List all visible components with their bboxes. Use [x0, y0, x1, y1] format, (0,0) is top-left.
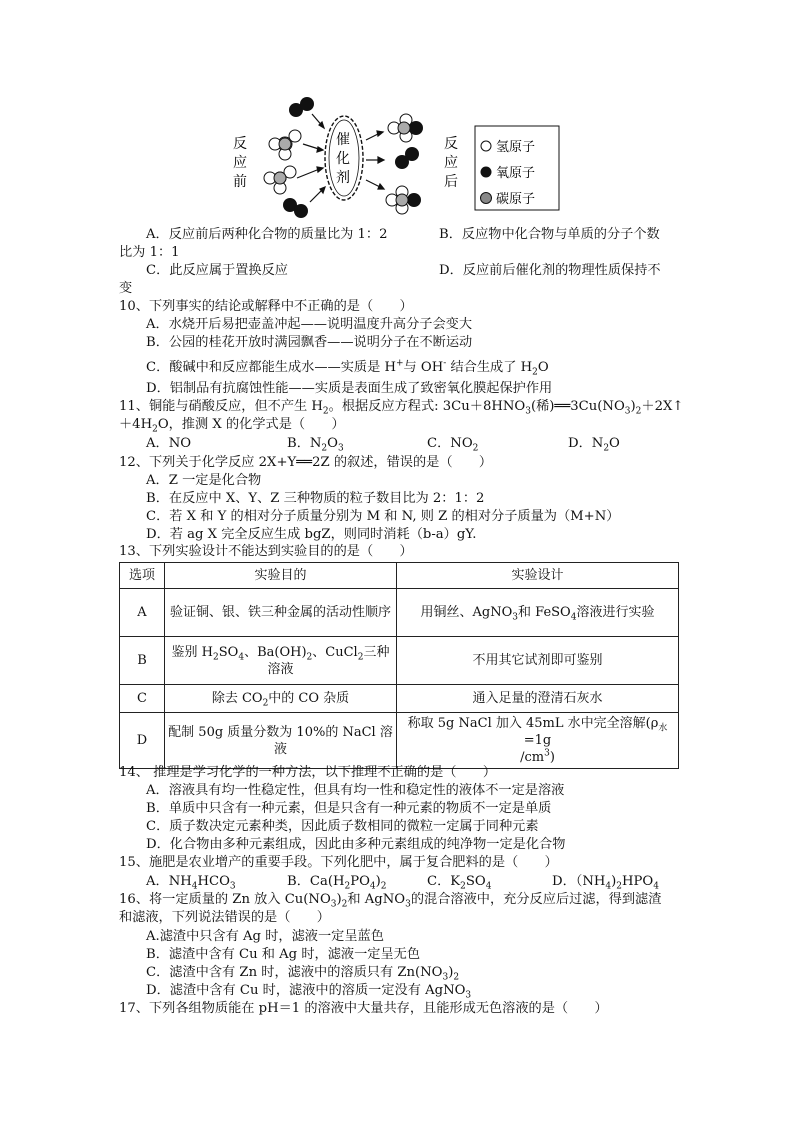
- row-d-option: D: [120, 713, 165, 769]
- q13-stem: 13、下列实验设计不能达到实验目的的是（ ）: [119, 544, 413, 559]
- row-c-goal: 除去 $CO_2$中的 CO 杂质: [165, 685, 397, 713]
- table-header-option: 选项: [120, 563, 165, 589]
- q16-option-d: D．滤渣中含有 Cu 时，滤液中的溶质一定没有 AgNO$_3$: [146, 983, 472, 1001]
- q12-option-d: D．若 ag X 完全反应生成 bgZ，则同时消耗（b-a）gY.: [146, 527, 477, 542]
- q15-option-c: C．$K_2SO_4$: [427, 874, 492, 892]
- q12-option-a: A．Z 一定是化合物: [146, 473, 262, 488]
- q16-option-c: C．滤渣中含有 Zn 时，滤液中的溶质只有 $Zn(NO_3)_2$: [146, 965, 460, 983]
- q10-option-b: B．公园的桂花开放时满园飘香——说明分子在不断运动: [146, 335, 473, 350]
- q16-line1: 16、将一定质量的 Zn 放入 $Cu(NO_3)_2$和 AgNO$_3$的混合溶液中，充分反应后过滤，得到滤渣: [119, 892, 662, 910]
- catalyst-label-1: 催: [336, 132, 350, 148]
- q9-option-d: D．反应前后催化剂的物理性质保持不: [439, 263, 661, 278]
- row-a-design: 用铜丝、AgNO$_3$和 FeSO$_4$溶液进行实验: [397, 589, 679, 637]
- q16-line2: 和滤液，下列说法错误的是（ ）: [119, 910, 330, 925]
- row-b-option: B: [120, 637, 165, 685]
- left-label-3: 前: [233, 174, 247, 190]
- table-row: [120, 637, 679, 685]
- q10-option-c: C．酸碱中和反应都能生成水——实质是 H+与 OH- 结合生成了 $H_2O$: [146, 358, 549, 378]
- row-d-design: 称取 5g NaCl 加入 45mL 水中完全溶解($\rho_水=1g$ $/cm^3$): [397, 713, 679, 769]
- table-header-design: 实验设计: [397, 563, 679, 589]
- q14-option-c: C．质子数决定元素种类，因此质子数相同的微粒一定属于同种元素: [146, 819, 539, 834]
- q11-line2: $+4H_2O$，推测 X 的化学式是（ ）: [119, 417, 345, 435]
- q16-option-b: B．滤渣中含有 Cu 和 Ag 时，滤液一定呈无色: [146, 947, 421, 962]
- q15-option-d: D．$(NH_4)_2HPO_4$: [552, 874, 659, 892]
- left-label-1: 反: [233, 136, 247, 152]
- q14-option-b: B．单质中只含有一种元素，但是只含有一种元素的物质不一定是单质: [146, 801, 552, 816]
- row-a-option: A: [120, 589, 165, 637]
- right-label-2: 应: [444, 155, 458, 171]
- legend-hydrogen: 氢原子: [496, 140, 536, 155]
- q12-option-b: B．在反应中 X、Y、Z 三种物质的粒子数目比为 2：1：2: [146, 491, 485, 506]
- left-label-2: 应: [233, 155, 247, 171]
- row-d-goal: 配制 50g 质量分数为 10%的 NaCl 溶液: [165, 713, 397, 769]
- reaction-diagram: [230, 92, 570, 222]
- row-c-design: 通入足量的澄清石灰水: [397, 685, 679, 713]
- q15-option-b: B．$Ca(H_2PO_4)_2$: [287, 874, 387, 892]
- q11-option-a: A．NO: [146, 436, 192, 451]
- legend-oxygen: 氧原子: [496, 166, 536, 181]
- q9-option-b-cont: 比为 1：1: [119, 245, 180, 260]
- q11-option-b: B．$N_2O_3$: [287, 436, 344, 454]
- q14-option-d: D．化合物由多种元素组成，因此由多种元素组成的纯净物一定是化合物: [146, 837, 566, 852]
- q9-option-c: C．此反应属于置换反应: [146, 263, 288, 278]
- q12-stem: 12、下列关于化学反应 2X+Y══2Z 的叙述，错误的是（ ）: [119, 455, 493, 470]
- q9-option-b: B．反应物中化合物与单质的分子个数: [439, 227, 660, 242]
- q14-option-a: A．溶液具有均一性稳定性，但具有均一性和稳定性的液体不一定是溶液: [146, 783, 565, 798]
- row-b-goal: 鉴别 $H_2SO_4$、$Ba(OH)_2$、CuCl$_2$三种溶液: [165, 637, 397, 685]
- catalyst-label-3: 剂: [336, 170, 350, 186]
- row-b-design: 不用其它试剂即可鉴别: [397, 637, 679, 685]
- q14-stem: 14、 推理是学习化学的一种方法，以下推理不正确的是（ ）: [119, 765, 497, 780]
- q10-option-a: A．水烧开后易把壶盖冲起——说明温度升高分子会变大: [146, 317, 473, 332]
- q10-option-d: D．铝制品有抗腐蚀性能——实质是表面生成了致密氧化膜起保护作用: [146, 381, 553, 396]
- table-header-goal: 实验目的: [165, 563, 397, 589]
- legend-carbon: 碳原子: [496, 192, 536, 207]
- right-label-3: 后: [444, 174, 458, 190]
- row-a-goal: 验证铜、银、铁三种金属的活动性顺序: [165, 589, 397, 637]
- catalyst-label-2: 化: [336, 151, 350, 167]
- q17-stem: 17、下列各组物质能在 pH＝1 的溶液中大量共存，且能形成无色溶液的是（ ）: [119, 1001, 608, 1016]
- q16-option-a: A.滤渣中只含有 Ag 时，滤液一定呈蓝色: [146, 929, 384, 944]
- table-row: [120, 589, 679, 637]
- q15-option-a: A．$NH_4HCO_3$: [146, 874, 236, 892]
- table-row: [120, 685, 679, 713]
- q11-option-c: C．$NO_2$: [427, 436, 479, 454]
- right-label-1: 反: [444, 136, 458, 152]
- q10-stem: 10、下列事实的结论或解释中不正确的是（ ）: [119, 299, 413, 314]
- q9-option-a: A．反应前后两种化合物的质量比为 1：2: [146, 227, 388, 242]
- table-row: [120, 713, 679, 769]
- q15-stem: 15、施肥是农业增产的重要手段。下列化肥中，属于复合肥料的是（ ）: [119, 855, 558, 870]
- q11-line1: 11、铜能与硝酸反应，但不产生 $H_2$。根据反应方程式: $3Cu+8HNO_3$(稀)$══3Cu(NO_3)_2+2X↑$: [119, 399, 684, 417]
- row-c-option: C: [120, 685, 165, 713]
- q13-table: [119, 562, 679, 769]
- q12-option-c: C．若 X 和 Y 的相对分子质量分别为 M 和 N, 则 Z 的相对分子质量为（M+N）: [146, 509, 620, 524]
- q9-option-d-cont: 变: [119, 281, 133, 296]
- q11-option-d: D．$N_2O$: [568, 436, 620, 454]
